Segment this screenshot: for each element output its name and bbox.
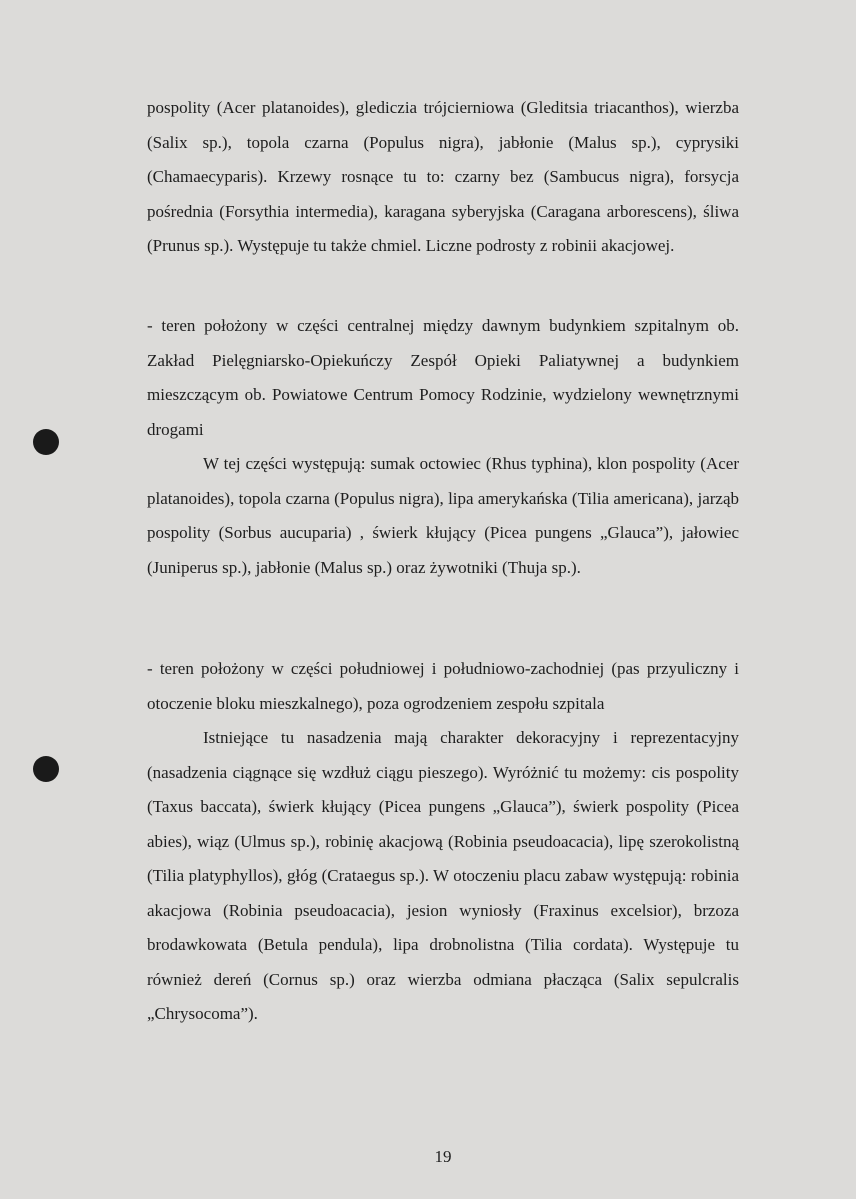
punch-hole-top	[33, 429, 59, 455]
paragraph-central-area: - teren położony w części centralnej między dawnym budynkiem szpitalnym ob. Zakład Pielęgniarsko-Opiekuńczy Zespół Opieki Paliatywnej a budynkiem mieszczącym ob. Powiatowe Centrum Pomocy Rodzinie, wydzielony wewnętrznymi drogami	[147, 316, 739, 439]
text-block-2	[147, 309, 739, 585]
text-block-1	[147, 91, 739, 264]
paragraph-southern-area: - teren położony w części południowej i południowo-zachodniej (pas przyuliczny i otoczenie bloku mieszkalnego), poza ogrodzeniem zespołu szpitala	[147, 659, 739, 713]
text-block-3	[147, 652, 739, 1032]
paragraph-central-species: W tej części występują: sumak octowiec (Rhus typhina), klon pospolity (Acer platanoides), topola czarna (Populus nigra), lipa amerykańska (Tilia americana), jarząb pospolity (Sorbus aucuparia) , świerk kłujący (Picea pungens „Glauca”), jałowiec (Juniperus sp.), jabłonie (Malus sp.) oraz żywotniki (Thuja sp.).	[147, 454, 739, 577]
paragraph-plants-continued: pospolity (Acer platanoides), glediczia trójcierniowa (Gleditsia triacanthos), wierzba (Salix sp.), topola czarna (Populus nigra), jabłonie (Malus sp.), cyprysiki (Chamaecyparis). Krzewy rosnące tu to: czarny bez (Sambucus nigra), forsycja pośrednia (Forsythia intermedia), karagana syberyjska (Caragana arborescens), śliwa (Prunus sp.). Występuje tu także chmiel. Liczne podrosty z robinii akacjowej.	[147, 98, 739, 255]
paragraph-southern-species: Istniejące tu nasadzenia mają charakter dekoracyjny i reprezentacyjny (nasadzenia ciągnące się wzdłuż ciągu pieszego). Wyróżnić tu możemy: cis pospolity (Taxus baccata), świerk kłujący (Picea pungens „Glauca”), świerk pospolity (Picea abies), wiąz (Ulmus sp.), robinię akacjową (Robinia pseudoacacia), lipę szerokolistną (Tilia platyphyllos), głóg (Crataegus sp.). W otoczeniu placu zabaw występują: robinia akacjowa (Robinia pseudoacacia), jesion wyniosły (Fraxinus excelsior), brzoza brodawkowata (Betula pendula), lipa drobnolistna (Tilia cordata). Występuje tu również dereń (Cornus sp.) oraz wierzba odmiana płacząca (Salix sepulcralis „Chrysocoma”).	[147, 728, 739, 1023]
punch-hole-bottom	[33, 756, 59, 782]
page-number: 19	[434, 1147, 452, 1166]
